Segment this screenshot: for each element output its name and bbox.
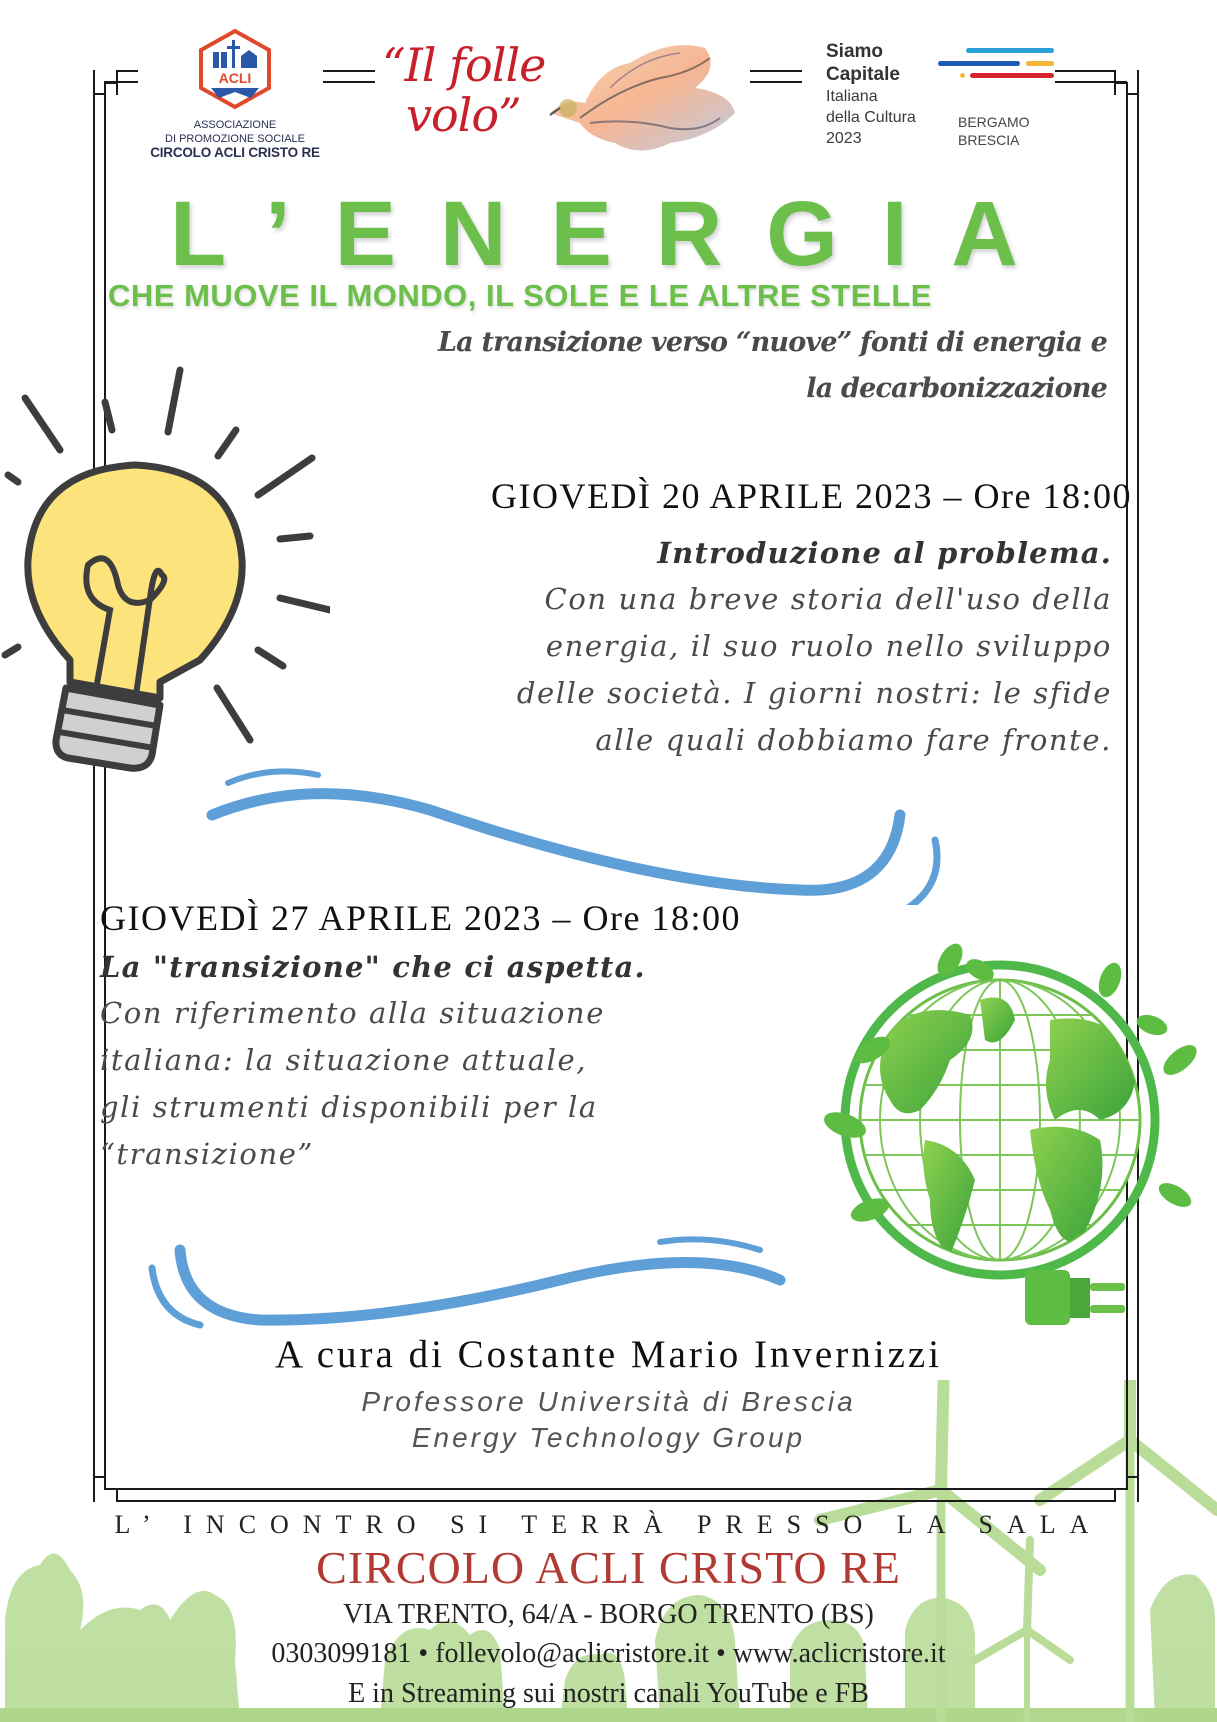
city-bergamo: BERGAMO xyxy=(958,114,1030,130)
event-2-body-line-1: Con riferimento alla situazione xyxy=(100,996,605,1030)
event-2-body-line-2: italiana: la situazione attuale, xyxy=(100,1043,588,1077)
event-1-body xyxy=(312,576,1112,764)
capitale-line-italiana: Italiana xyxy=(826,88,878,105)
event-1 xyxy=(312,476,1132,764)
event-2-body-line-4: “transizione” xyxy=(100,1137,314,1171)
title-description-line-2: la decarbonizzazione xyxy=(806,373,1107,404)
event-1-heading: Introduzione al problema. xyxy=(657,536,1112,570)
blue-wave-decoration-2 xyxy=(140,1220,820,1330)
green-globe-plug-icon xyxy=(800,920,1200,1330)
event-2 xyxy=(100,898,860,1178)
acli-caption-line-2: DI PROMOZIONE SOCIALE xyxy=(165,133,305,145)
title-description xyxy=(287,320,1107,412)
acli-caption-line-1: ASSOCIAZIONE xyxy=(193,119,277,131)
curator-role-line-2: Energy Technology Group xyxy=(411,1422,806,1453)
lightbulb-icon xyxy=(0,360,330,780)
venue-intro: L’ INCONTRO SI TERRÀ PRESSO LA SALA xyxy=(114,1510,1103,1539)
event-1-body-line-3: delle società. I giorni nostri: le sfide xyxy=(516,676,1112,710)
event-2-heading: La "transizione" che ci aspetta. xyxy=(100,950,646,984)
event-2-body xyxy=(100,990,860,1178)
page-subtitle: CHE MUOVE IL MONDO, IL SOLE E LE ALTRE STELLE xyxy=(108,278,932,313)
acli-hexagon-icon xyxy=(197,28,273,110)
acli-caption-name: CIRCOLO ACLI CRISTO RE xyxy=(150,145,320,160)
event-2-date: GIOVEDÌ 27 APRILE 2023 – Ore 18:00 xyxy=(100,898,741,938)
city-brescia: BRESCIA xyxy=(958,132,1020,148)
capitale-line-capitale: Capitale xyxy=(826,64,900,85)
venue-address: VIA TRENTO, 64/A - BORGO TRENTO (BS) xyxy=(343,1599,874,1630)
title-description-line-1: La transizione verso “nuove” fonti di energia e xyxy=(437,327,1107,358)
bird-illustration-icon xyxy=(520,18,760,168)
acli-caption xyxy=(140,118,330,160)
event-1-body-line-2: energia, il suo ruolo nello sviluppo xyxy=(545,629,1112,663)
event-1-body-line-4: alle quali dobbiamo fare fronte. xyxy=(595,723,1112,757)
capitale-line-siamo: Siamo xyxy=(826,41,884,62)
folle-volo-line-2: volo” xyxy=(406,88,521,142)
venue-name: CIRCOLO ACLI CRISTO RE xyxy=(316,1542,901,1593)
acli-badge-text: ACLI xyxy=(218,70,252,86)
page-title: L’ENERGIA xyxy=(170,183,1062,285)
acli-logo xyxy=(140,28,330,168)
curator-name: A cura di Costante Mario Invernizzi xyxy=(274,1333,943,1376)
capitale-line-year: 2023 xyxy=(826,130,862,147)
event-2-body-line-3: gli strumenti disponibili per la xyxy=(100,1090,598,1124)
blue-wave-decoration-1 xyxy=(200,755,1020,905)
folle-volo-line-1: “Il folle xyxy=(382,38,546,92)
capitale-cities xyxy=(958,113,1030,149)
event-1-body-line-1: Con una breve storia dell'uso della xyxy=(544,582,1112,616)
event-1-date: GIOVEDÌ 20 APRILE 2023 – Ore 18:00 xyxy=(491,476,1132,516)
venue-streaming: E in Streaming sui nostri canali YouTube e FB xyxy=(348,1678,869,1709)
curator-role-line-1: Professore Università di Brescia xyxy=(361,1386,856,1417)
capitale-cultura-logo xyxy=(826,40,946,149)
venue-contacts: 0303099181 • follevolo@aclicristore.it • www.aclicristore.it xyxy=(271,1638,946,1669)
capitale-line-cultura: della Cultura xyxy=(826,109,916,126)
